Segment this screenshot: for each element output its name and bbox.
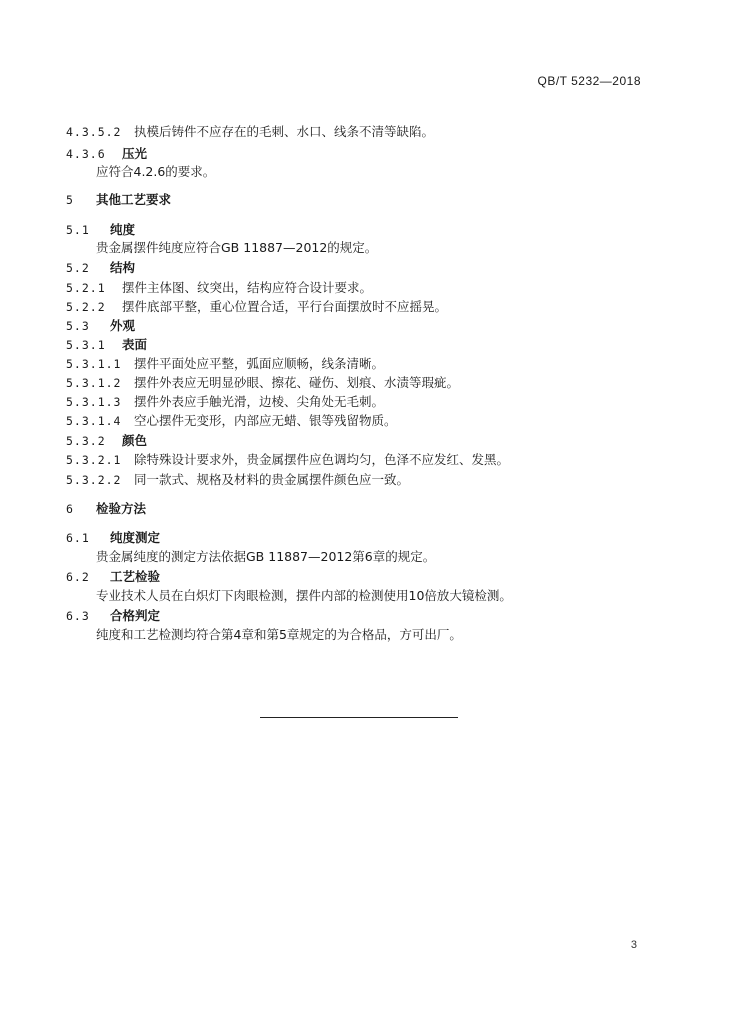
clause-number: 5.3.1.3 [66, 395, 122, 409]
clause-body: 贵金属纯度的测定方法依据GB 11887—2012第6章的规定。 [96, 549, 436, 564]
clause-number: 5.3.1.2 [66, 376, 122, 390]
clause-5-2 [66, 260, 135, 276]
clause-title: 纯度 [110, 222, 136, 237]
clause-number: 5.2 [66, 261, 90, 275]
clause-number: 4.3.5.2 [66, 125, 122, 139]
clause-number: 6.3 [66, 609, 90, 623]
clause-title: 结构 [110, 260, 136, 275]
clause-6-2 [66, 569, 160, 585]
clause-text: 空心摆件无变形，内部应无蜡、银等残留物质。 [134, 413, 397, 428]
clause-title: 工艺检验 [110, 569, 161, 584]
clause-text: 摆件底部平整，重心位置合适，平行台面摆放时不应摇晃。 [122, 299, 448, 314]
clause-number: 5.3.2.2 [66, 473, 122, 487]
clause-text: 摆件外表应无明显砂眼、擦花、碰伤、划痕、水渍等瑕疵。 [134, 375, 460, 390]
clause-number: 5.2.1 [66, 281, 106, 295]
clause-5-3-1 [66, 337, 147, 353]
clause-text: 摆件主体图、纹突出，结构应符合设计要求。 [122, 280, 373, 295]
clause-5-3-1-3 [66, 394, 384, 410]
clause-number: 5.3.2.1 [66, 453, 122, 467]
clause-5-3-1-4 [66, 413, 397, 429]
clause-number: 5.3.1 [66, 338, 106, 352]
clause-body: 专业技术人员在白炽灯下肉眼检测，摆件内部的检测使用10倍放大镜检测。 [96, 588, 512, 603]
chapter-number: 5 [66, 193, 74, 207]
clause-5-1 [66, 222, 135, 238]
clause-5-3-2-2 [66, 472, 409, 488]
clause-number: 5.2.2 [66, 300, 106, 314]
end-of-standard-rule [260, 717, 458, 718]
page-number: 3 [630, 939, 637, 951]
chapter-title: 检验方法 [96, 501, 147, 516]
chapter-6-heading [66, 501, 146, 517]
chapter-number: 6 [66, 502, 74, 516]
clause-number: 5.3.1.1 [66, 357, 122, 371]
clause-5-3 [66, 318, 135, 334]
clause-number: 4.3.6 [66, 147, 106, 161]
clause-4-3-6 [66, 146, 147, 162]
clause-text: 除特殊设计要求外，贵金属摆件应色调均匀，色泽不应发红、发黑。 [134, 452, 510, 467]
clause-text: 执模后铸件不应存在的毛刺、水口、线条不清等缺陷。 [134, 124, 435, 139]
clause-5-3-1-1 [66, 356, 384, 372]
clause-title: 压光 [122, 146, 148, 161]
standard-code-header: QB/T 5232—2018 [537, 74, 641, 88]
clause-5-3-2-1 [66, 452, 509, 468]
clause-5-2-2 [66, 299, 447, 315]
clause-4-3-5-2 [66, 124, 434, 140]
clause-text: 摆件外表应手触光滑，边棱、尖角处无毛刺。 [134, 394, 385, 409]
clause-body: 纯度和工艺检测均符合第4章和第5章规定的为合格品，方可出厂。 [96, 627, 462, 642]
chapter-title: 其他工艺要求 [96, 192, 172, 207]
clause-body: 贵金属摆件纯度应符合GB 11887—2012的规定。 [96, 240, 378, 255]
clause-number: 6.1 [66, 531, 90, 545]
chapter-5-heading [66, 192, 171, 208]
clause-number: 6.2 [66, 570, 90, 584]
clause-text: 同一款式、规格及材料的贵金属摆件颜色应一致。 [134, 472, 410, 487]
clause-title: 合格判定 [110, 608, 161, 623]
clause-title: 表面 [122, 337, 148, 352]
clause-number: 5.3 [66, 319, 90, 333]
clause-text: 摆件平面处应平整，弧面应顺畅，线条清晰。 [134, 356, 385, 371]
clause-body: 应符合4.2.6的要求。 [96, 164, 216, 179]
clause-title: 颜色 [122, 433, 148, 448]
clause-number: 5.1 [66, 223, 90, 237]
clause-6-1 [66, 530, 160, 546]
clause-6-3 [66, 608, 160, 624]
clause-title: 外观 [110, 318, 136, 333]
clause-number: 5.3.2 [66, 434, 106, 448]
clause-5-3-1-2 [66, 375, 459, 391]
clause-5-2-1 [66, 280, 372, 296]
clause-number: 5.3.1.4 [66, 414, 122, 428]
clause-title: 纯度测定 [110, 530, 161, 545]
clause-5-3-2 [66, 433, 147, 449]
